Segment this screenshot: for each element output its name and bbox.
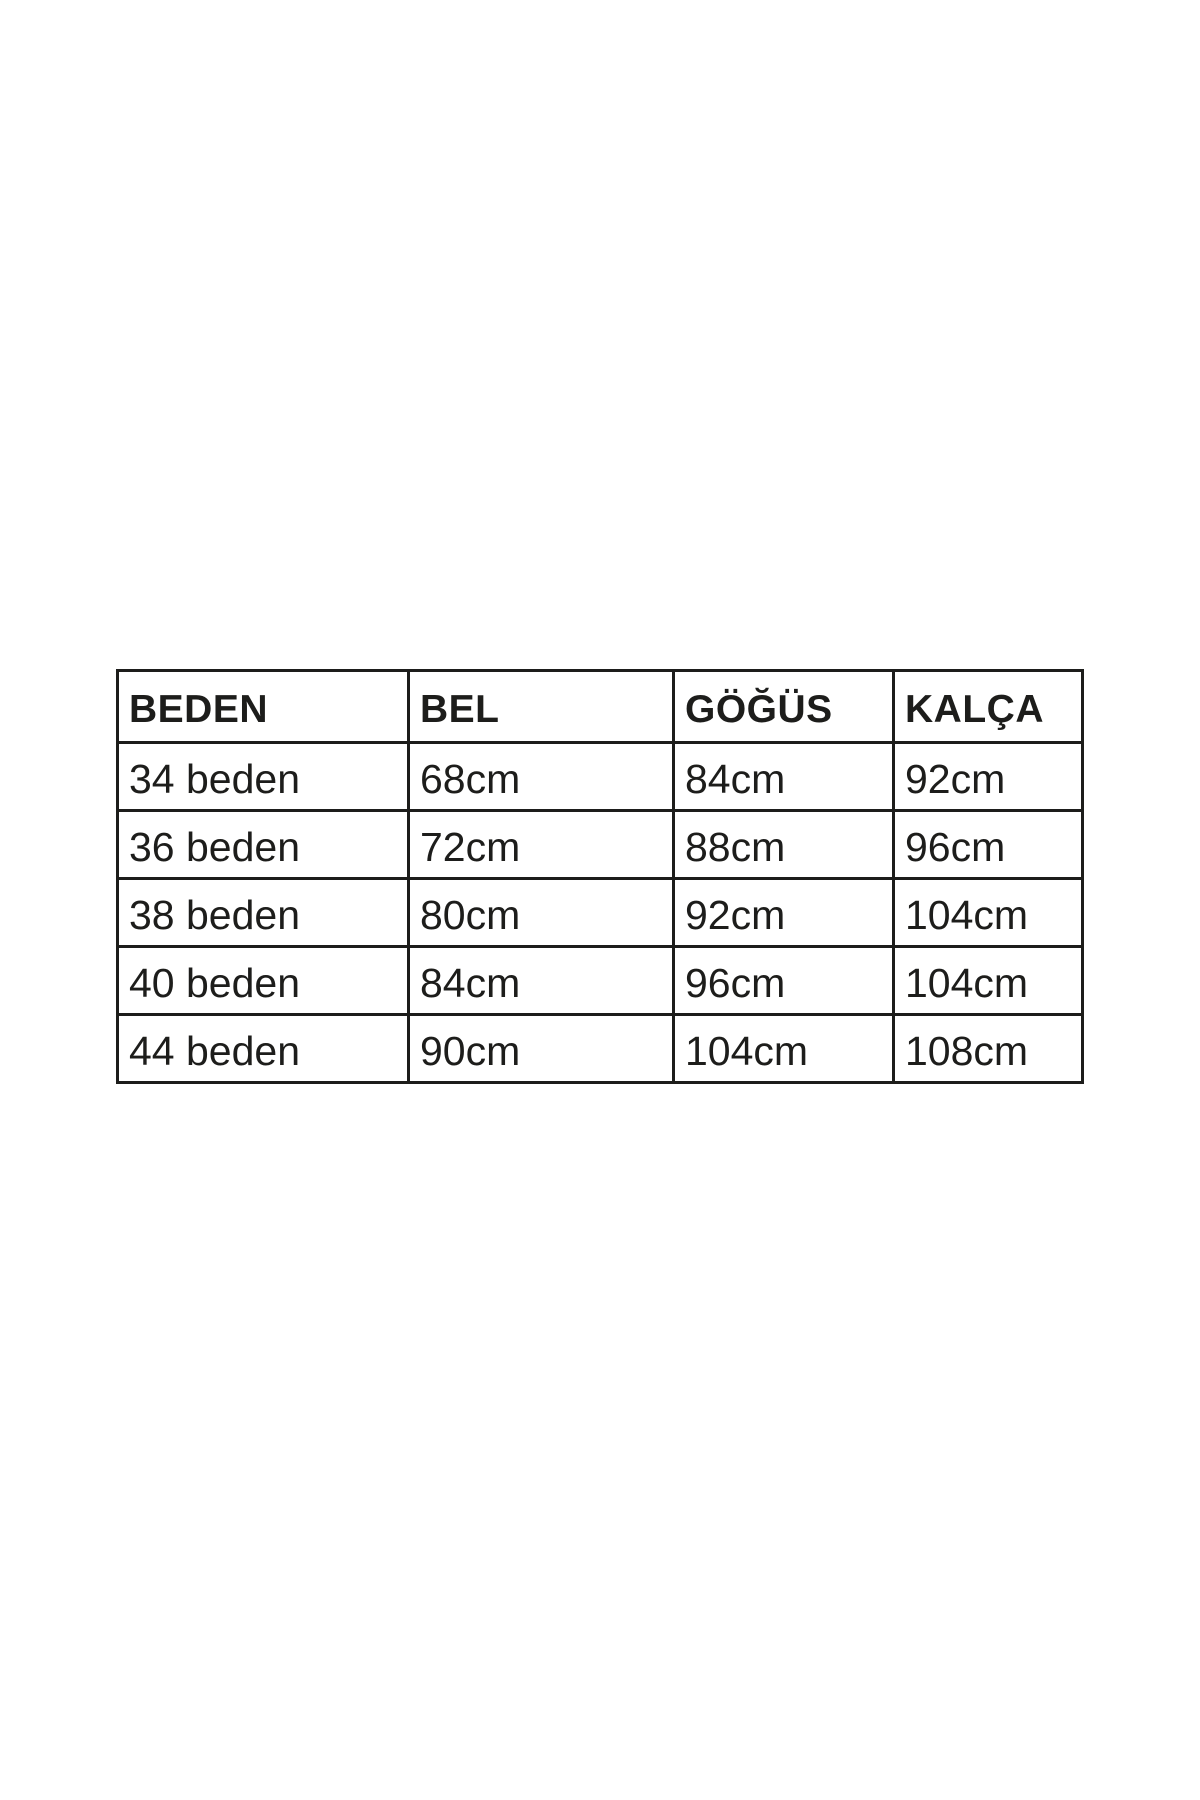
cell-gogus: 84cm — [674, 743, 894, 811]
table-row — [118, 947, 1083, 1015]
table-row — [118, 1015, 1083, 1083]
header-cell-beden: BEDEN — [118, 671, 409, 743]
header-cell-bel: BEL — [409, 671, 674, 743]
cell-kalca: 108cm — [894, 1015, 1083, 1083]
cell-bel: 68cm — [409, 743, 674, 811]
table-header-row — [118, 671, 1083, 743]
cell-beden: 40 beden — [118, 947, 409, 1015]
cell-gogus: 92cm — [674, 879, 894, 947]
cell-gogus: 96cm — [674, 947, 894, 1015]
cell-kalca: 92cm — [894, 743, 1083, 811]
header-cell-gogus: GÖĞÜS — [674, 671, 894, 743]
size-chart-table — [116, 669, 1084, 1084]
cell-kalca: 104cm — [894, 947, 1083, 1015]
cell-beden: 38 beden — [118, 879, 409, 947]
cell-beden: 34 beden — [118, 743, 409, 811]
table-row — [118, 879, 1083, 947]
cell-kalca: 96cm — [894, 811, 1083, 879]
cell-gogus: 88cm — [674, 811, 894, 879]
table-row — [118, 811, 1083, 879]
cell-kalca: 104cm — [894, 879, 1083, 947]
cell-bel: 90cm — [409, 1015, 674, 1083]
cell-bel: 84cm — [409, 947, 674, 1015]
cell-bel: 80cm — [409, 879, 674, 947]
cell-bel: 72cm — [409, 811, 674, 879]
cell-gogus: 104cm — [674, 1015, 894, 1083]
cell-beden: 44 beden — [118, 1015, 409, 1083]
cell-beden: 36 beden — [118, 811, 409, 879]
table-row — [118, 743, 1083, 811]
header-cell-kalca: KALÇA — [894, 671, 1083, 743]
